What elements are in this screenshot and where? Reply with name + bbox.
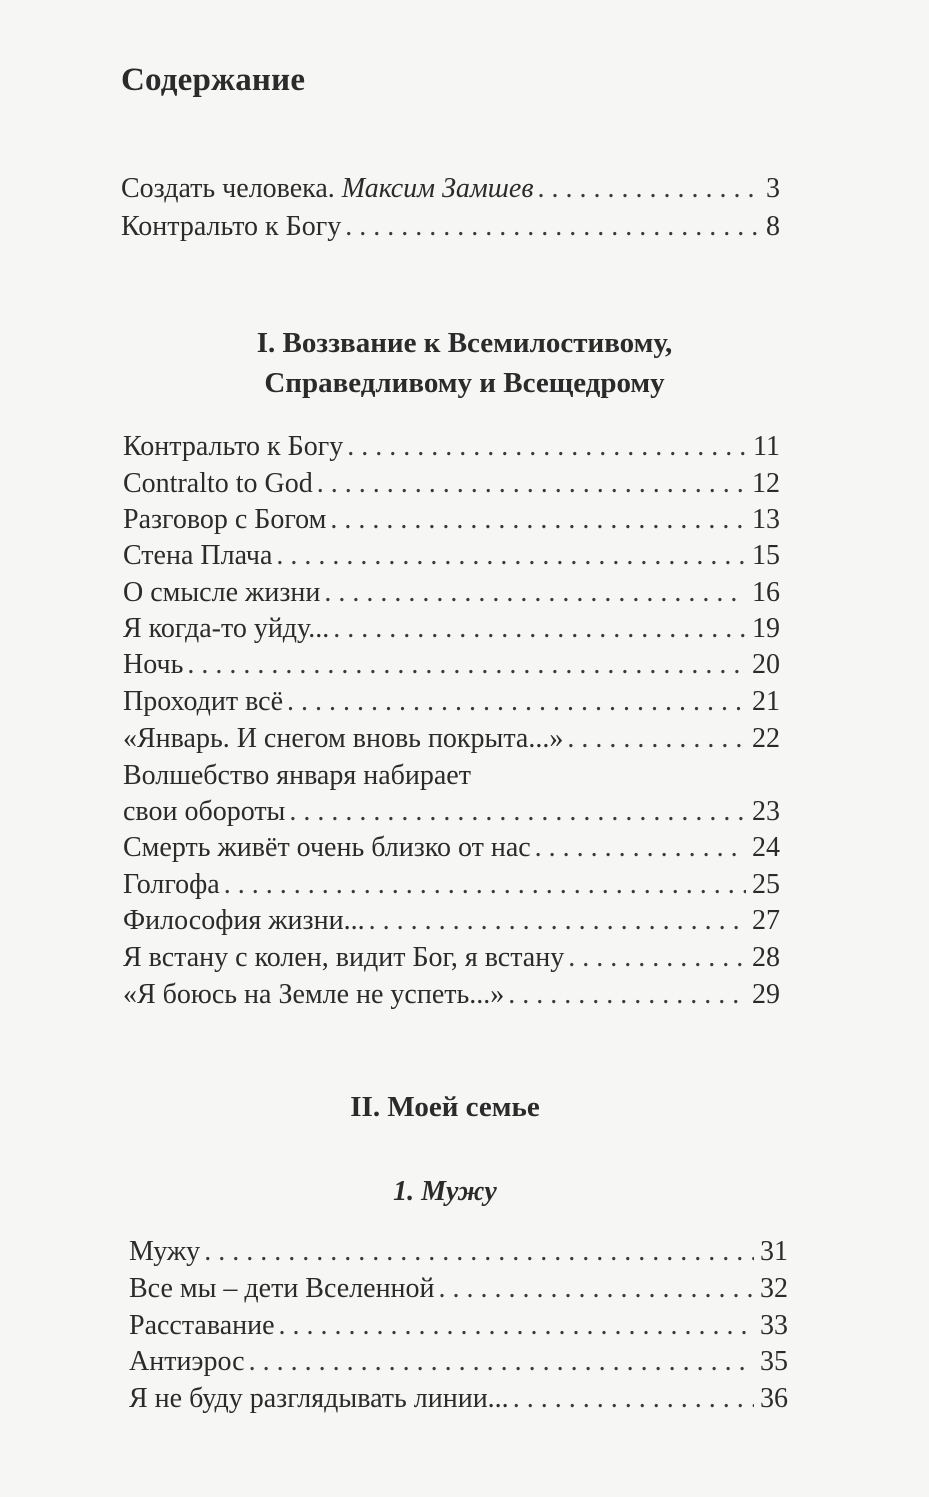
toc-entry-page: 3 xyxy=(766,173,780,204)
toc-entry-page: 35 xyxy=(760,1346,788,1377)
toc-entry[interactable] xyxy=(123,978,780,1012)
toc-entry-page: 8 xyxy=(766,211,780,242)
toc-entry[interactable] xyxy=(123,831,780,865)
toc-entry[interactable] xyxy=(123,612,780,646)
toc-entry[interactable] xyxy=(123,430,780,464)
toc-entry-title: Я встану с колен, видит Бог, я встану xyxy=(123,942,565,973)
toc-entry[interactable] xyxy=(123,941,780,975)
toc-entry-page: 16 xyxy=(752,577,780,608)
dot-leader xyxy=(513,1382,754,1416)
toc-entry[interactable] xyxy=(123,868,780,902)
toc-entry-page: 20 xyxy=(752,649,780,680)
toc-entry[interactable] xyxy=(123,503,780,537)
toc-entry-page: 24 xyxy=(752,832,780,863)
toc-entry-title-cont: свои обороты xyxy=(123,796,286,827)
toc-entry-page: 31 xyxy=(760,1236,788,1267)
toc-entry-title: Философия жизни... xyxy=(123,905,365,936)
toc-entry-page: 28 xyxy=(752,942,780,973)
toc-entry-title xyxy=(121,172,533,206)
toc-entry-title: Смерть живёт очень близко от нас xyxy=(123,832,531,863)
section-title-line: I. Воззвание к Всемилостивому, xyxy=(256,327,673,359)
toc-entry-title-text: Создать человека. xyxy=(121,173,342,204)
toc-entry[interactable] xyxy=(129,1345,788,1379)
dot-leader xyxy=(204,1235,754,1269)
toc-entry-title: «Я боюсь на Земле не успеть...» xyxy=(123,979,505,1010)
toc-entry[interactable] xyxy=(129,1235,788,1269)
toc-entry-title: Все мы – дети Вселенной xyxy=(129,1273,435,1304)
dot-leader xyxy=(324,576,746,610)
toc-entry-title: Расставание xyxy=(129,1310,275,1341)
toc-entry-page: 15 xyxy=(752,540,780,571)
toc-entry-first-line[interactable] xyxy=(123,759,780,793)
toc-entry-title: Стена Плача xyxy=(123,540,273,571)
dot-leader xyxy=(289,795,746,829)
toc-entry[interactable] xyxy=(123,722,780,756)
toc-entry[interactable] xyxy=(123,685,780,719)
toc-entry-title: Волшебство января набирает xyxy=(123,760,471,791)
dot-leader xyxy=(369,904,746,938)
toc-entry-title: Проходит всё xyxy=(123,686,284,717)
dot-leader xyxy=(333,612,746,646)
toc-entry-title: Голгофа xyxy=(123,869,220,900)
toc-entry-page: 23 xyxy=(752,796,780,827)
toc-entry-page: 13 xyxy=(752,504,780,535)
toc-entry-page: 36 xyxy=(760,1383,788,1414)
dot-leader xyxy=(568,941,746,975)
toc-entry-page: 21 xyxy=(752,686,780,717)
dot-leader xyxy=(508,978,746,1012)
toc-entry[interactable] xyxy=(123,576,780,610)
toc-entry[interactable] xyxy=(123,467,780,501)
toc-entry-title: Контральто к Богу xyxy=(121,211,342,242)
toc-entry-page: 29 xyxy=(752,979,780,1010)
dot-leader xyxy=(537,172,760,206)
dot-leader xyxy=(279,1309,754,1343)
toc-entry[interactable] xyxy=(123,904,780,938)
dot-leader xyxy=(276,539,746,573)
toc-entry-title: «Январь. И снегом вновь покрыта...» xyxy=(123,723,564,754)
dot-leader xyxy=(347,430,747,464)
toc-entry[interactable] xyxy=(129,1382,788,1416)
dot-leader xyxy=(317,467,746,501)
toc-entry[interactable] xyxy=(129,1272,788,1306)
section-title-line: II. Моей семье xyxy=(350,1091,540,1123)
section-title xyxy=(0,1087,890,1127)
toc-entry-author: Максим Замшев xyxy=(341,173,534,204)
dot-leader xyxy=(187,648,746,682)
toc-entry[interactable] xyxy=(129,1309,788,1343)
dot-leader xyxy=(567,722,746,756)
dot-leader xyxy=(330,503,746,537)
dot-leader xyxy=(439,1272,754,1306)
toc-entry-page: 12 xyxy=(752,468,780,499)
toc-entry-title: О смысле жизни xyxy=(123,577,321,608)
page-title: Содержание xyxy=(121,62,306,98)
toc-entry-page: 33 xyxy=(760,1310,788,1341)
dot-leader xyxy=(345,210,760,244)
toc-entry-page: 22 xyxy=(752,723,780,754)
toc-entry-page: 27 xyxy=(752,905,780,936)
toc-entry-title: Я не буду разглядывать линии... xyxy=(129,1383,509,1414)
toc-entry[interactable] xyxy=(121,210,780,244)
toc-entry-page: 11 xyxy=(753,431,780,462)
dot-leader xyxy=(224,868,746,902)
section-title-line: Справедливому и Всещедрому xyxy=(264,367,665,399)
toc-entry-title: Ночь xyxy=(123,649,184,680)
section-title xyxy=(0,323,929,403)
toc-entry-title: Антиэрос xyxy=(129,1346,245,1377)
toc-entry-page: 19 xyxy=(752,613,780,644)
toc-entry[interactable] xyxy=(123,648,780,682)
toc-entry-title: Разговор с Богом xyxy=(123,504,327,535)
dot-leader xyxy=(249,1345,754,1379)
dot-leader xyxy=(535,831,746,865)
toc-entry[interactable] xyxy=(121,172,780,206)
toc-entry-title: Мужу xyxy=(129,1236,201,1267)
toc-entry-title: Я когда-то уйду... xyxy=(123,613,330,644)
toc-entry[interactable] xyxy=(123,539,780,573)
toc-entry-page: 32 xyxy=(760,1273,788,1304)
toc-entry[interactable] xyxy=(123,795,780,829)
toc-entry-title: Контральто к Богу xyxy=(123,431,344,462)
toc-entry-title: Contralto to God xyxy=(123,468,313,499)
subsection-title: 1. Мужу xyxy=(393,1176,497,1207)
toc-entry-page: 25 xyxy=(752,869,780,900)
dot-leader xyxy=(287,685,746,719)
